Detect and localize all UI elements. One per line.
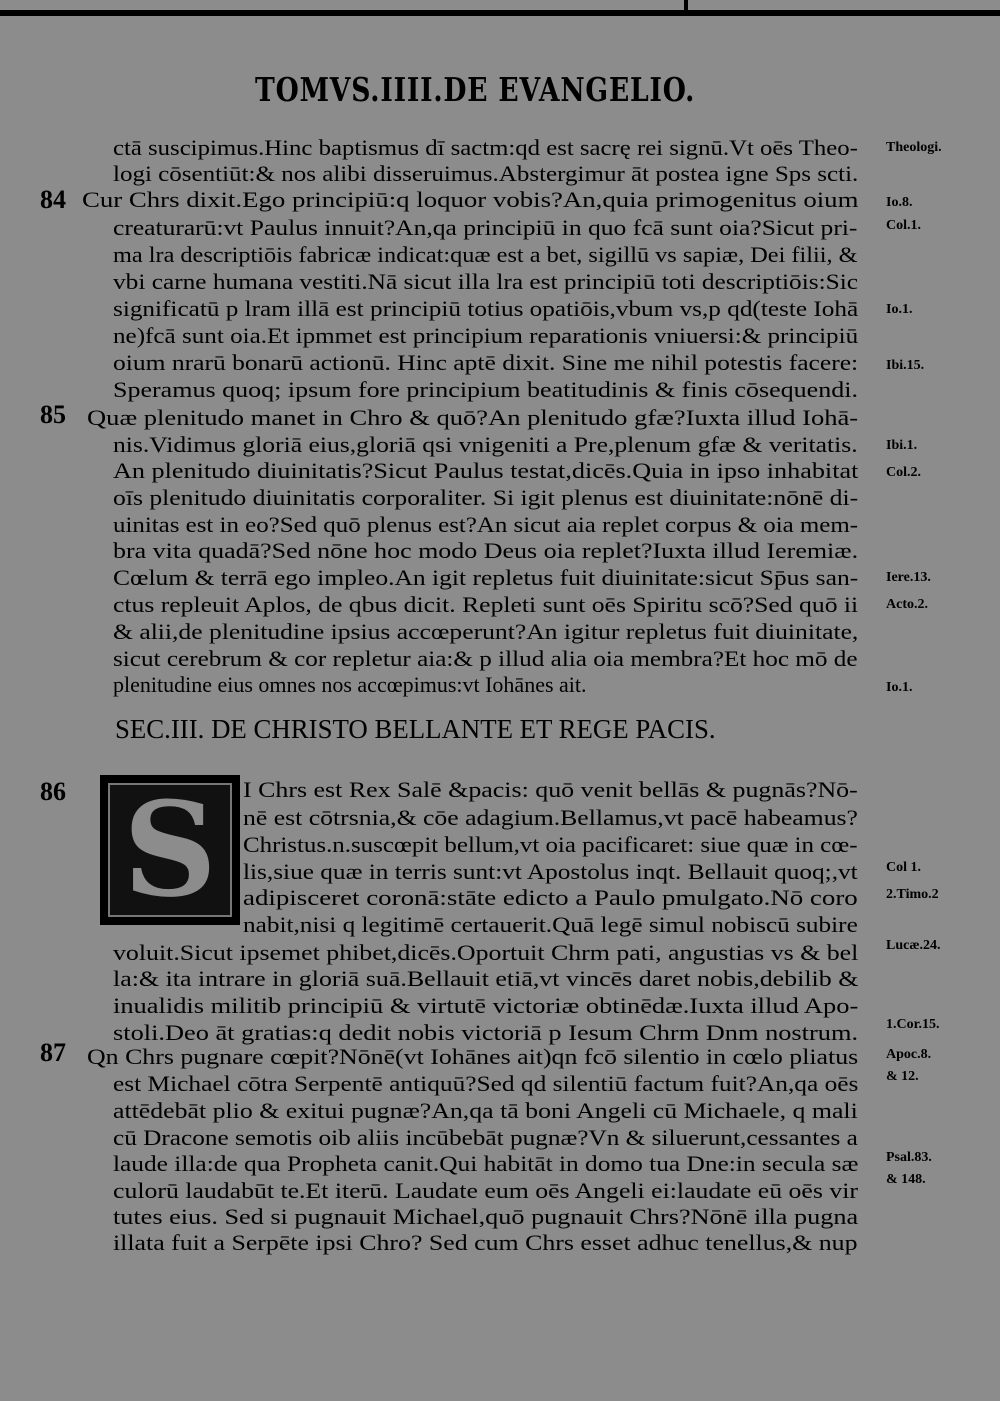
text-line: ma lra descriptiōis fabricæ indicat:quæ est a bet, sigillū vs sapiæ, Dei filii, & <box>113 242 858 267</box>
text-line: inualidis militib principiū & virtutē victoriæ obtinēdæ.Iuxta illud Apo- <box>113 993 859 1018</box>
marginal-note: Theologi. <box>886 140 942 155</box>
text-line: attēdebāt plio & exitui pugnæ?An,qa tā boni Angeli cū Michaele, q mali <box>113 1098 858 1123</box>
text-line: est Michael cōtra Serpentē antiquū?Sed qd silentiū factum fuit?An,qa oēs <box>113 1071 859 1096</box>
text-line: Speramus quoq; ipsum fore principium beatitudinis & finis cōsequendi. <box>113 377 858 402</box>
section-title: SEC.III. DE CHRISTO BELLANTE ET REGE PACIS. <box>115 714 716 744</box>
marginal-note: Io.1. <box>886 302 913 317</box>
text-line: creaturarū:vt Paulus innuit?An,qa principiū in quo fcā sunt oia?Sicut pri- <box>113 215 858 240</box>
text-line: An plenitudo diuinitatis?Sicut Paulus testat,dicēs.Quia in ipso inhabitat <box>113 458 859 483</box>
text-line: sicut cerebrum & cor repletur aia:& p illud alia oia membra?Et hoc mō de <box>113 646 858 671</box>
text-line: nis.Vidimus gloriā eius,gloriā qsi vnigeniti a Pre,plenum gfæ & veritatis. <box>113 432 858 457</box>
marginal-note: Psal.83. <box>886 1150 932 1165</box>
marginal-note: Acto.2. <box>886 597 928 612</box>
text-line: ctā suscipimus.Hinc baptismus dī sactm:qd est sacrę rei signū.Vt oēs Theo- <box>113 135 858 160</box>
text-line: tutes eius. Sed si pugnauit Michael,quō pugnauit Chrs?Nōnē illa pugna <box>113 1204 859 1229</box>
marginal-note: Col.2. <box>886 465 921 480</box>
text-line: voluit.Sicut ipsemet phibet,dicēs.Oportuit Chrm pati, angustias vs & bel <box>113 940 859 965</box>
text-line: I Chrs est Rex Salē &pacis: quō venit bellās & pugnās?Nō- <box>243 777 858 802</box>
marginal-note: Ibi.1. <box>886 438 918 453</box>
marginal-note: 1.Cor.15. <box>886 1017 940 1032</box>
text-line: adipisceret coronā:stāte edicto a Paulo pmulgato.Nō coro <box>243 885 858 910</box>
marginal-note: 2.Timo.2 <box>886 887 939 902</box>
text-line: Quæ plenitudo manet in Chro & quō?An plenitudo gfæ?Iuxta illud Iohā- <box>87 405 859 430</box>
text-line: cū Dracone semotis oib aliis incūbebāt pugnæ?Vn & siluerunt,cessantes a <box>113 1125 858 1150</box>
paragraph-number: 86 <box>40 777 66 806</box>
marginal-note: & 148. <box>886 1172 926 1187</box>
text-line: stoli.Deo āt gratias:q dedit nobis victoriā p Iesum Chrm Dnm nostrum. <box>113 1020 859 1045</box>
marginal-note: Iere.13. <box>886 570 931 585</box>
text-line: laude illa:de qua Propheta canit.Qui habitāt in domo tua Dne:in secula sæ <box>113 1151 859 1176</box>
marginal-note: Ibi.15. <box>886 358 925 373</box>
text-line: ne)fcā sunt oia.Et ipmmet est principium reparationis vniuersi:& principiū <box>113 323 859 348</box>
text-line: plenitudine eius omnes nos accœpimus:vt Iohānes ait. <box>113 672 587 697</box>
marginal-note: Io.8. <box>886 195 913 210</box>
marginal-note: Io.1. <box>886 680 913 695</box>
text-line: Qn Chrs pugnare cœpit?Nōnē(vt Iohānes ait)qn fcō silentio in cœlo pliatus <box>87 1044 859 1069</box>
text-line: nē est cōtrsnia,& cōe adagium.Bellamus,vt pacē habeamus? <box>243 805 858 830</box>
text-line: ctus repleuit Aplos, de qbus dicit. Repleti sunt oēs Spiritu scō?Sed quō ii <box>113 592 859 617</box>
text-line: la:& ita intrare in gloriā suā.Bellauit etiā,vt vincēs daret nobis,debilib & <box>113 966 859 991</box>
text-line: oīs plenitudo diuinitatis corporaliter. Si igit plenus est diuinitate:nōnē di- <box>113 485 859 510</box>
marginal-note: Lucæ.24. <box>886 938 941 953</box>
top-rule <box>0 10 1000 16</box>
text-line: vbi carne humana vestiti.Nā sicut illa lra est principiū toti descriptiōis:Sic <box>113 269 859 294</box>
marginal-note: Apoc.8. <box>886 1047 932 1062</box>
text-line: & alii,de plenitudine ipsius accœperunt?An igitur repletus fuit diuinitate, <box>113 619 859 644</box>
text-line: uinitas est in eo?Sed quō plenus est?An sicut aia replet corpus & oia mem- <box>113 512 859 537</box>
text-line: nabit,nisi q legitimē certauerit.Quā legē simul nobiscū subire <box>243 912 858 937</box>
paragraph-number: 87 <box>40 1038 66 1067</box>
marginal-note: Col.1. <box>886 218 921 233</box>
drop-cap-letter: S <box>123 773 217 926</box>
text-line: culorū laudabūt te.Et iterū. Laudate eum oēs Angeli ei:laudate eū oēs vir <box>113 1178 858 1203</box>
text-line: logi cōsentiūt:& nos alibi disseruimus.Abstergimur āt postea igne Sps scti. <box>113 161 859 186</box>
marginal-note: & 12. <box>886 1069 919 1084</box>
text-line: lis,siue quæ in terris sunt:vt Apostolus inqt. Bellauit quoq;,vt <box>243 859 858 884</box>
text-line: oium nrarū bonarū actionū. Hinc aptē dixit. Sine me nihil potestis facere: <box>113 350 859 375</box>
paragraph-number: 85 <box>40 400 66 429</box>
top-rule-tick <box>684 0 688 14</box>
text-line: illata fuit a Serpēte ipsi Chro? Sed cum Chrs esset adhuc tenellus,& nup <box>113 1230 858 1255</box>
drop-cap <box>100 775 240 925</box>
text-line: Christus.n.suscœpit bellum,vt oia pacificaret: siue quæ in cœ- <box>243 832 858 857</box>
page-header: TOMVS.IIII.DE EVANGELIO. <box>255 70 696 109</box>
marginal-note: Col 1. <box>886 860 921 875</box>
text-line: Cœlum & terrā ego impleo.An igit repletus fuit diuinitate:sicut Sp̄us san- <box>113 565 859 590</box>
text-line: significatū p lram illā est principiū totius opatiōis,vbum vs,p qd(teste Iohā <box>113 296 859 321</box>
paragraph-number: 84 <box>40 185 66 214</box>
text-line: Cur Chrs dixit.Ego principiū:q loquor vobis?An,quia primogenitus oium <box>82 187 859 212</box>
text-line: bra vita quadā?Sed nōne hoc modo Deus oia replet?Iuxta illud Ieremiæ. <box>113 538 859 563</box>
